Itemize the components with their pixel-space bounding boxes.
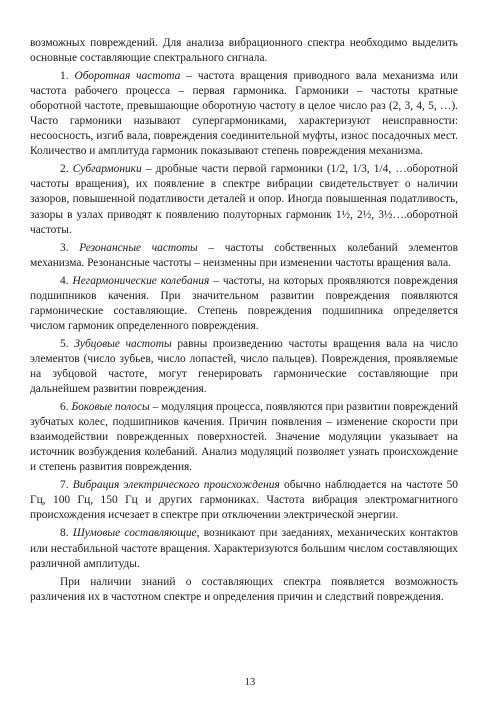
item-7-text: обычно наблюдается на частоте 50 Гц, 100 Гц, 150 Гц и других гармониках. Частота вибрация электромагнитного происхождения исчезает в спектре при отключении электрической энергии.	[30, 479, 458, 522]
outro-paragraph: При наличии знаний о составляющих спектра появляется возможность различения их в частотном спектре и определения причин и следствий повреждения.	[30, 575, 458, 603]
item-6-text: – модуляция процесса, появляются при развитии повреждений зубчатых колес, подшипников качения. Причин появления – изменение скорости при взаимодействии поврежденных поверхностей. Значение модуляции указывает на источник возбуждения колебаний. Анализ модуляций позволяет узнать происхождение и степень развития повреждения.	[30, 401, 458, 474]
item-5-text: равны произведению частоты вращения вала на число элементов (число зубьев, число лопастей, число пальцев). Повреждения, проявляемые на зубцовой частоте, могут генерировать гармонические составляющие при дальнейшем развитии повреждения.	[30, 337, 458, 396]
item-2-number: 2.	[60, 163, 69, 176]
item-7-number: 7.	[60, 479, 69, 492]
item-2-term: Субгармоники	[72, 163, 142, 176]
item-4-term: Негармонические колебания	[72, 274, 210, 287]
item-8-number: 8.	[60, 527, 69, 540]
item-3-number: 3.	[60, 241, 69, 254]
intro-paragraph: возможных повреждений. Для анализа вибрационного спектра необходимо выделить основные составляющие спектрального сигнала.	[30, 37, 458, 65]
item-7-term: Вибрация электрического происхождения	[72, 479, 280, 492]
item-8-term: Шумовые составляющие	[72, 527, 197, 540]
page-number: 13	[244, 677, 256, 688]
item-8-text: , возникают при заеданиях, механических контактов или нестабильной частоте вращения. Характеризуются большим числом составляющих различной амплитуды.	[30, 527, 458, 570]
item-4-text: – частоты, на которых проявляются повреждения подшипников качения. При значительном развитии повреждения появляются гармонические составляющие. Степень повреждения подшипника определяется числом гармоник определенного повреждения.	[30, 274, 458, 332]
item-7-paragraph	[30, 478, 458, 523]
item-1-number: 1.	[60, 70, 69, 83]
item-4-number: 4.	[60, 274, 69, 287]
item-3-text: – частоты собственных колебаний элементов механизма. Резонансные частоты – неизменны при изменении частоты вращения вала.	[30, 241, 459, 269]
item-2-paragraph	[30, 162, 458, 237]
item-1-term: Оборотная частота	[74, 70, 181, 83]
item-2-text: – дробные части первой гармоники (1/2, 1/3, 1/4, …оборотной частоты вращения), их появление в спектре вибрации свидетельствует о наличии зазоров, повышенной податливости деталей и опор. Иногда повышенная податливость, зазоры в узлах приводят к появлению полуторных гармоник 1½, 2½, 3½….оборотной частоты.	[30, 163, 458, 236]
item-1-paragraph	[30, 69, 458, 159]
item-1-text: – частота вращения приводного вала механизма или частота рабочего процесса – первая гармоника. Гармоники – частоты кратные оборотной частоте, превышающие оборотную частоту в целое число раз (2, 3, 4, 5, …). Часто гармоники называют супергармониками, характеризуют неисправности: несоосность, изгиб вала, повреждения соединительной муфты, износ посадочных мест. Количество и амплитуда гармоник показывают степень повреждения механизма.	[30, 70, 458, 158]
item-3-paragraph	[30, 241, 458, 271]
item-4-paragraph	[30, 274, 458, 334]
item-6-term: Боковые полосы	[71, 401, 150, 414]
item-5-number: 5.	[60, 337, 69, 350]
document-body	[30, 36, 458, 605]
item-5-term: Зубцовые частоты	[74, 337, 172, 350]
item-8-paragraph	[30, 526, 458, 571]
item-6-paragraph	[30, 400, 458, 475]
item-6-number: 6.	[60, 401, 69, 414]
item-5-paragraph	[30, 337, 458, 397]
item-3-term: Резонансные частоты	[79, 241, 198, 254]
